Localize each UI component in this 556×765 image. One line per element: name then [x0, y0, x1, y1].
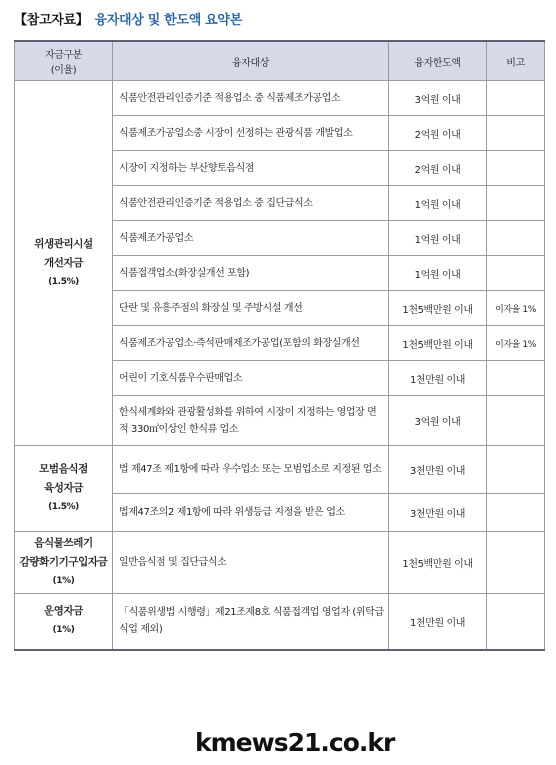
loan-target: 식품안전관리인증기준 적용업소 중 식품제조가공업소 [113, 81, 389, 116]
loan-limit: 2억원 이내 [389, 116, 487, 151]
loan-limit: 3천만원 이내 [389, 446, 487, 494]
loan-note [487, 594, 545, 650]
loan-limit: 1억원 이내 [389, 186, 487, 221]
fund-category-name: 위생관리시설 [34, 237, 93, 250]
loan-target: 단란 및 유흥주점의 화장실 및 주방시설 개선 [113, 291, 389, 326]
header-note: 비고 [487, 41, 545, 81]
loan-note [487, 256, 545, 291]
fund-category-name: 모범음식점 [39, 463, 88, 475]
loan-limit: 2억원 이내 [389, 151, 487, 186]
loan-target: 어린이 기호식품우수판매업소 [113, 361, 389, 396]
loan-note: 이자율 1% [487, 291, 545, 326]
loan-limit: 1천만원 이내 [389, 361, 487, 396]
fund-category-name: 개선자금 [44, 256, 83, 269]
loan-note [487, 494, 545, 532]
loan-target: 시장이 지정하는 부산향토음식점 [113, 151, 389, 186]
loan-note [487, 532, 545, 594]
header-category-line1: 자금구분 [44, 50, 83, 61]
title-tag: 【참고자료】 [14, 13, 89, 28]
fund-category-name: 육성자금 [44, 482, 83, 494]
fund-category-name: 음식물쓰레기 [34, 537, 93, 549]
loan-note [487, 361, 545, 396]
fund-category-name: 감량화기기구입자금 [19, 556, 108, 568]
loan-target: 「식품위생법 시행령」제21조제8호 식품접객업 영업자 (위탁급식업 제외) [113, 594, 389, 650]
table-row [15, 81, 545, 116]
loan-limit: 1천만원 이내 [389, 594, 487, 650]
loan-limit: 3천만원 이내 [389, 494, 487, 532]
header-category [15, 41, 113, 81]
fund-category [15, 594, 113, 650]
loan-limit: 3억원 이내 [389, 81, 487, 116]
fund-category [15, 81, 113, 446]
fund-category-name: 운영자금 [44, 605, 83, 618]
loan-target: 식품제조가공업소중 시장이 선정하는 관광식품 개발업소 [113, 116, 389, 151]
loan-target: 식품안전관리인증기준 적용업소 중 집단급식소 [113, 186, 389, 221]
loan-note: 이자율 1% [487, 326, 545, 361]
title-main: 융자대상 및 한도액 요약본 [94, 13, 242, 28]
table-row [15, 446, 545, 494]
loan-target: 식품제조가공업소 [113, 221, 389, 256]
loan-target: 한식세계화와 관광활성화를 위하여 시장이 지정하는 영업장 면적 330㎡이상인 한식류 업소 [113, 396, 389, 446]
loan-limit: 1천5백만원 이내 [389, 532, 487, 594]
loan-note [487, 116, 545, 151]
fund-interest-rate: (1%) [52, 576, 75, 586]
loan-note [487, 396, 545, 446]
loan-limit: 1천5백만원 이내 [389, 326, 487, 361]
loan-summary-table [14, 40, 545, 651]
loan-limit: 3억원 이내 [389, 396, 487, 446]
loan-limit: 1천5백만원 이내 [389, 291, 487, 326]
loan-note [487, 221, 545, 256]
loan-note [487, 81, 545, 116]
page-title [14, 9, 242, 28]
watermark-logo: kmews21.co.kr [195, 728, 395, 757]
loan-target: 식품접객업소(화장실개선 포함) [113, 256, 389, 291]
loan-note [487, 446, 545, 494]
loan-note [487, 186, 545, 221]
table-row [15, 594, 545, 650]
header-target: 융자대상 [113, 41, 389, 81]
loan-limit: 1억원 이내 [389, 221, 487, 256]
loan-target: 법 제47조 제1항에 따라 우수업소 또는 모범업소로 지정된 업소 [113, 446, 389, 494]
loan-limit: 1억원 이내 [389, 256, 487, 291]
fund-category [15, 532, 113, 594]
fund-interest-rate: (1.5%) [48, 502, 79, 512]
header-limit: 융자한도액 [389, 41, 487, 81]
fund-interest-rate: (1%) [52, 625, 75, 636]
header-category-line2: (이율) [50, 65, 77, 76]
loan-target: 법제47조의2 제1항에 따라 위생등급 지정을 받은 업소 [113, 494, 389, 532]
table-row [15, 532, 545, 594]
loan-target: 일반음식점 및 집단급식소 [113, 532, 389, 594]
table-header-row [15, 41, 545, 81]
fund-category [15, 446, 113, 532]
loan-target: 식품제조가공업소·즉석판매제조가공업(포함의 화장실개선 [113, 326, 389, 361]
loan-note [487, 151, 545, 186]
fund-interest-rate: (1.5%) [48, 276, 79, 287]
